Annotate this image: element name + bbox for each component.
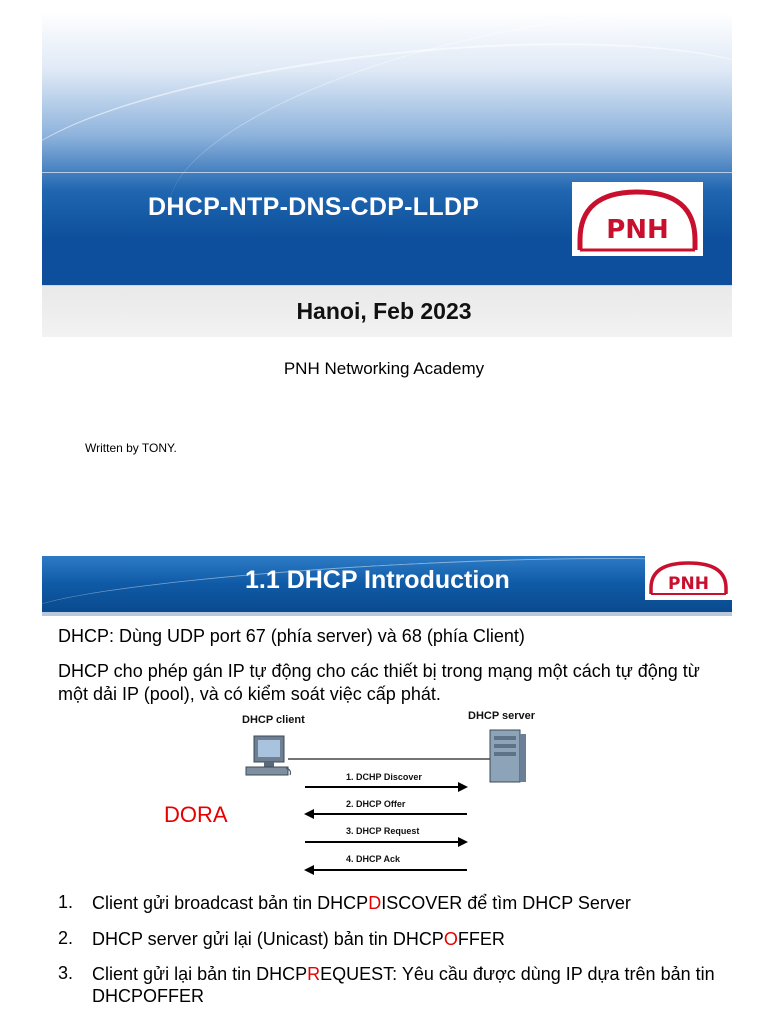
offer-message-label: 2. DHCP Offer <box>346 799 406 809</box>
step-text-after: FFER <box>457 929 505 949</box>
step-text-before: Client gửi lại bản tin DHCP <box>92 964 308 984</box>
header-underline <box>42 612 732 616</box>
step-number: 2. <box>58 928 74 948</box>
deck-title: DHCP-NTP-DNS-CDP-LLDP <box>148 193 480 221</box>
step-highlight-letter: O <box>443 929 458 949</box>
step-highlight-letter: D <box>368 893 382 913</box>
udp-port-paragraph: DHCP: Dùng UDP port 67 (phía server) và 68 (phía Client) <box>58 626 525 646</box>
organization-name: PNH Networking Academy <box>283 359 485 378</box>
step-number: 1. <box>58 892 74 912</box>
pnh-logo-small-icon <box>645 556 732 600</box>
step-text-before: DHCP server gửi lại (Unicast) bản tin DHCP <box>92 929 444 949</box>
server-icon <box>490 730 526 782</box>
title-slide-banner <box>42 12 732 337</box>
pnh-logo <box>572 182 703 256</box>
pnh-logo-small <box>645 556 732 600</box>
dhcp-server-label: DHCP server <box>468 710 536 722</box>
presentation-date: Hanoi, Feb 2023 <box>296 298 472 324</box>
step-highlight-letter: R <box>307 964 321 984</box>
ack-message-label: 4. DHCP Ack <box>346 854 401 864</box>
request-message-label: 3. DHCP Request <box>346 826 420 836</box>
pnh-logo-text: PNH <box>606 215 669 245</box>
banner-swoosh-decoration-2 <box>147 12 732 323</box>
step-text <box>92 963 732 1007</box>
discover-message-label: 1. DCHP Discover <box>346 772 422 782</box>
step-text-before: Client gửi broadcast bản tin DHCP <box>92 893 369 913</box>
pnh-logo-small-text: PNH <box>668 574 709 594</box>
step-text <box>92 928 732 950</box>
section-title: 1.1 DHCP Introduction <box>245 566 510 594</box>
pnh-logo-icon <box>572 182 703 256</box>
computer-icon <box>246 736 291 775</box>
step-text <box>92 892 732 914</box>
author-credit: Written by TONY. <box>85 441 177 455</box>
dhcp-description-paragraph: DHCP cho phép gán IP tự động cho các thiết bị trong mạng một cách tự động từ một dải IP (pool), và có kiểm soát việc cấp phát. <box>58 661 700 704</box>
step-text-after: ISCOVER để tìm DHCP Server <box>381 893 631 913</box>
dhcp-client-label: DHCP client <box>242 714 305 726</box>
dhcp-dora-diagram <box>230 706 560 886</box>
step-text-after: EQUEST: Yêu cầu được dùng IP dựa trên bản tin DHCPOFFER <box>92 964 715 1006</box>
step-number: 3. <box>58 963 74 983</box>
banner-divider-line <box>42 172 732 173</box>
dora-label: DORA <box>164 802 228 827</box>
